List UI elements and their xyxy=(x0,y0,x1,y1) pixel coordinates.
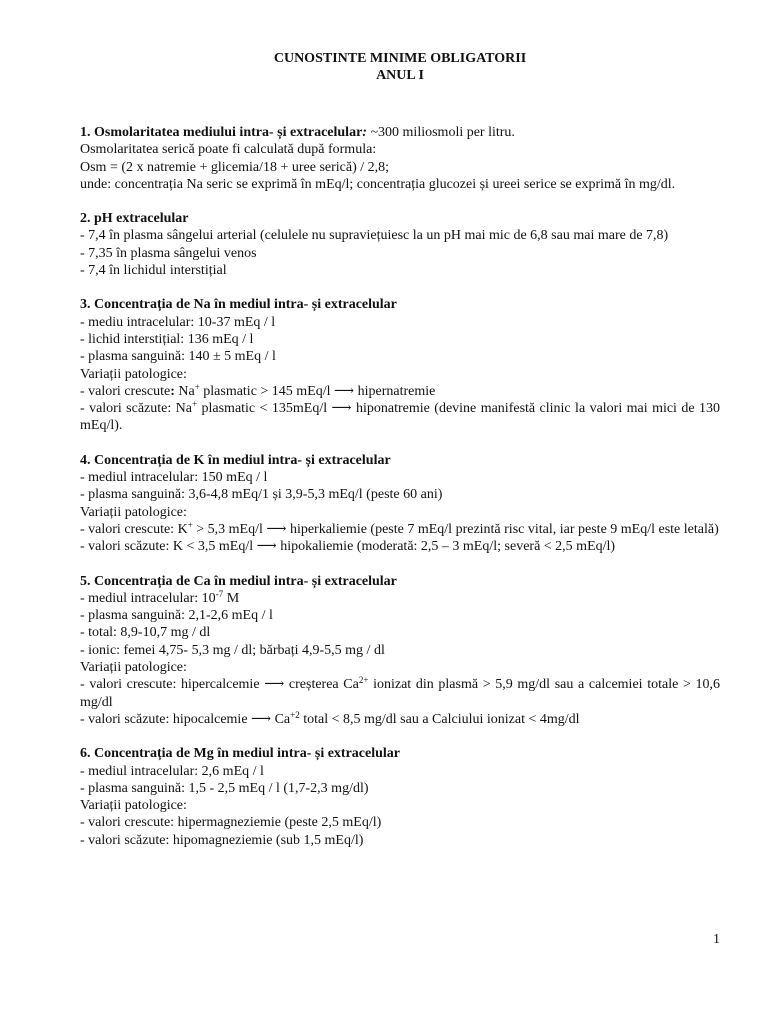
list-item: - ionic: femei 4,75- 5,3 mg / dl; bărbați 4,9-5,5 mg / dl xyxy=(80,642,385,658)
text-line: Variații patologice: xyxy=(80,798,187,814)
document-body xyxy=(80,124,720,849)
list-item: - valori scăzute: hipomagneziemie (sub 1,5 mEq/l) xyxy=(80,832,364,848)
list-item: - mediu intracelular: 10-37 mEq / l xyxy=(80,314,276,330)
list-item: - mediul intracelular: 2,6 mEq / l xyxy=(80,763,264,779)
list-item: - mediul intracelular: $10^{-7}$ M xyxy=(80,588,240,606)
list-item: - mediul intracelular: 150 mEq / l xyxy=(80,470,268,486)
page-number: 1 xyxy=(713,932,720,947)
formula-line: Osm = (2 x natremie + glicemia/18 + uree serică) / 2,8; xyxy=(80,159,390,175)
list-item: - plasma sanguină: 3,6-4,8 mEq/1 și 3,9-5,3 mEq/l (peste 60 ani) xyxy=(80,487,443,503)
list-item: - plasma sanguină: 2,1-2,6 mEq / l xyxy=(80,608,273,624)
title-line-1: CUNOSTINTE MINIME OBLIGATORII xyxy=(273,51,527,66)
section-heading: 1. Osmolaritatea mediului intra- și extracelular xyxy=(80,125,363,140)
section-heading: 2. pH extracelular xyxy=(80,211,189,227)
list-item: - plasma sanguină: 140 ± 5 mEq / l xyxy=(80,349,276,365)
section-potassium xyxy=(80,452,720,556)
text-line: Variații patologice: xyxy=(80,504,187,520)
list-item: - valori scăzute: hipocalcemie ⟶ $Ca^{+2}$ total < 8,5 mg/dl sau a Calciului ionizat < 4mg/dl xyxy=(80,709,580,727)
section-ph xyxy=(80,210,720,279)
section-heading: 5. Concentrația de Ca în mediul intra- și extracelular xyxy=(80,573,397,589)
text-line: Variații patologice: xyxy=(80,366,187,382)
list-item: - valori scăzute: K < 3,5 mEq/l ⟶ hipokaliemie (moderată: 2,5 – 3 mEq/l; severă < 2,5 mEq/l) xyxy=(80,539,616,555)
list-item: - lichid interstițial: 136 mEq / l xyxy=(80,331,254,347)
list-item: - total: 8,9-10,7 mg / dl xyxy=(80,625,211,641)
section-heading: 4. Concentrația de K în mediul intra- și extracelular xyxy=(80,452,391,468)
list-item: - valori crescute: hipercalcemie ⟶ creșterea $Ca^{2+}$ ionizat din plasmă > 5,9 mg/dl sau a calcemiei totale > 10,6 mg/dl xyxy=(80,675,721,710)
document-title xyxy=(80,50,720,84)
title-line-2: ANUL I xyxy=(376,68,424,83)
text-line: Variații patologice: xyxy=(80,660,187,676)
text-line: Osmolaritatea serică poate fi calculată după formula: xyxy=(80,142,377,158)
section-magnesium xyxy=(80,745,720,849)
list-item: - 7,35 în plasma sângelui venos xyxy=(80,245,257,261)
list-item: - plasma sanguină: 1,5 - 2,5 mEq / l (1,7-2,3 mg/dl) xyxy=(80,780,369,796)
section-heading: 3. Concentrația de Na în mediul intra- și extracelular xyxy=(80,297,397,313)
list-item: - 7,4 în plasma sângelui arterial (celulele nu supraviețuiesc la un pH mai mic de 6,8 sau mai mare de 7,8) xyxy=(80,228,669,244)
list-item: - valori crescute: Na+ plasmatic > 145 mEq/l ⟶ hipernatremie xyxy=(80,381,436,399)
section-osmolarity: 1. Osmolaritatea mediului intra- și extracelular: ~300 miliosmoli per litru. Osmolaritatea serică poate fi calculată după formula: Osm = (2 x natremie + glicemia/18 + uree serică) / 2,8; unde: concentrația Na seric se exprimă în mEq/l; concentrația glucozei și ureei serice se exprimă în mg/dl. xyxy=(80,124,720,193)
list-item: - valori scăzute: Na+ plasmatic < 135mEq/l ⟶ hiponatremie (devine manifestă clinic la valori mai mici de 130 mEq/l). xyxy=(80,399,721,434)
list-item: - valori crescute: hipermagneziemie (peste 2,5 mEq/l) xyxy=(80,815,382,831)
section-calcium xyxy=(80,573,720,729)
list-item: - 7,4 în lichidul interstițial xyxy=(80,263,227,279)
section-sodium xyxy=(80,296,720,434)
list-item: - valori crescute: K+ > 5,3 mEq/l ⟶ hiperkaliemie (peste 7 mEq/l prezintă risc vital, iar peste 9 mEq/l este letală) xyxy=(80,519,719,537)
section-heading: 6. Concentrația de Mg în mediul intra- și extracelular xyxy=(80,746,401,762)
text-line: unde: concentrația Na seric se exprimă în mEq/l; concentrația glucozei și ureei serice se exprimă în mg/dl. xyxy=(80,176,676,192)
